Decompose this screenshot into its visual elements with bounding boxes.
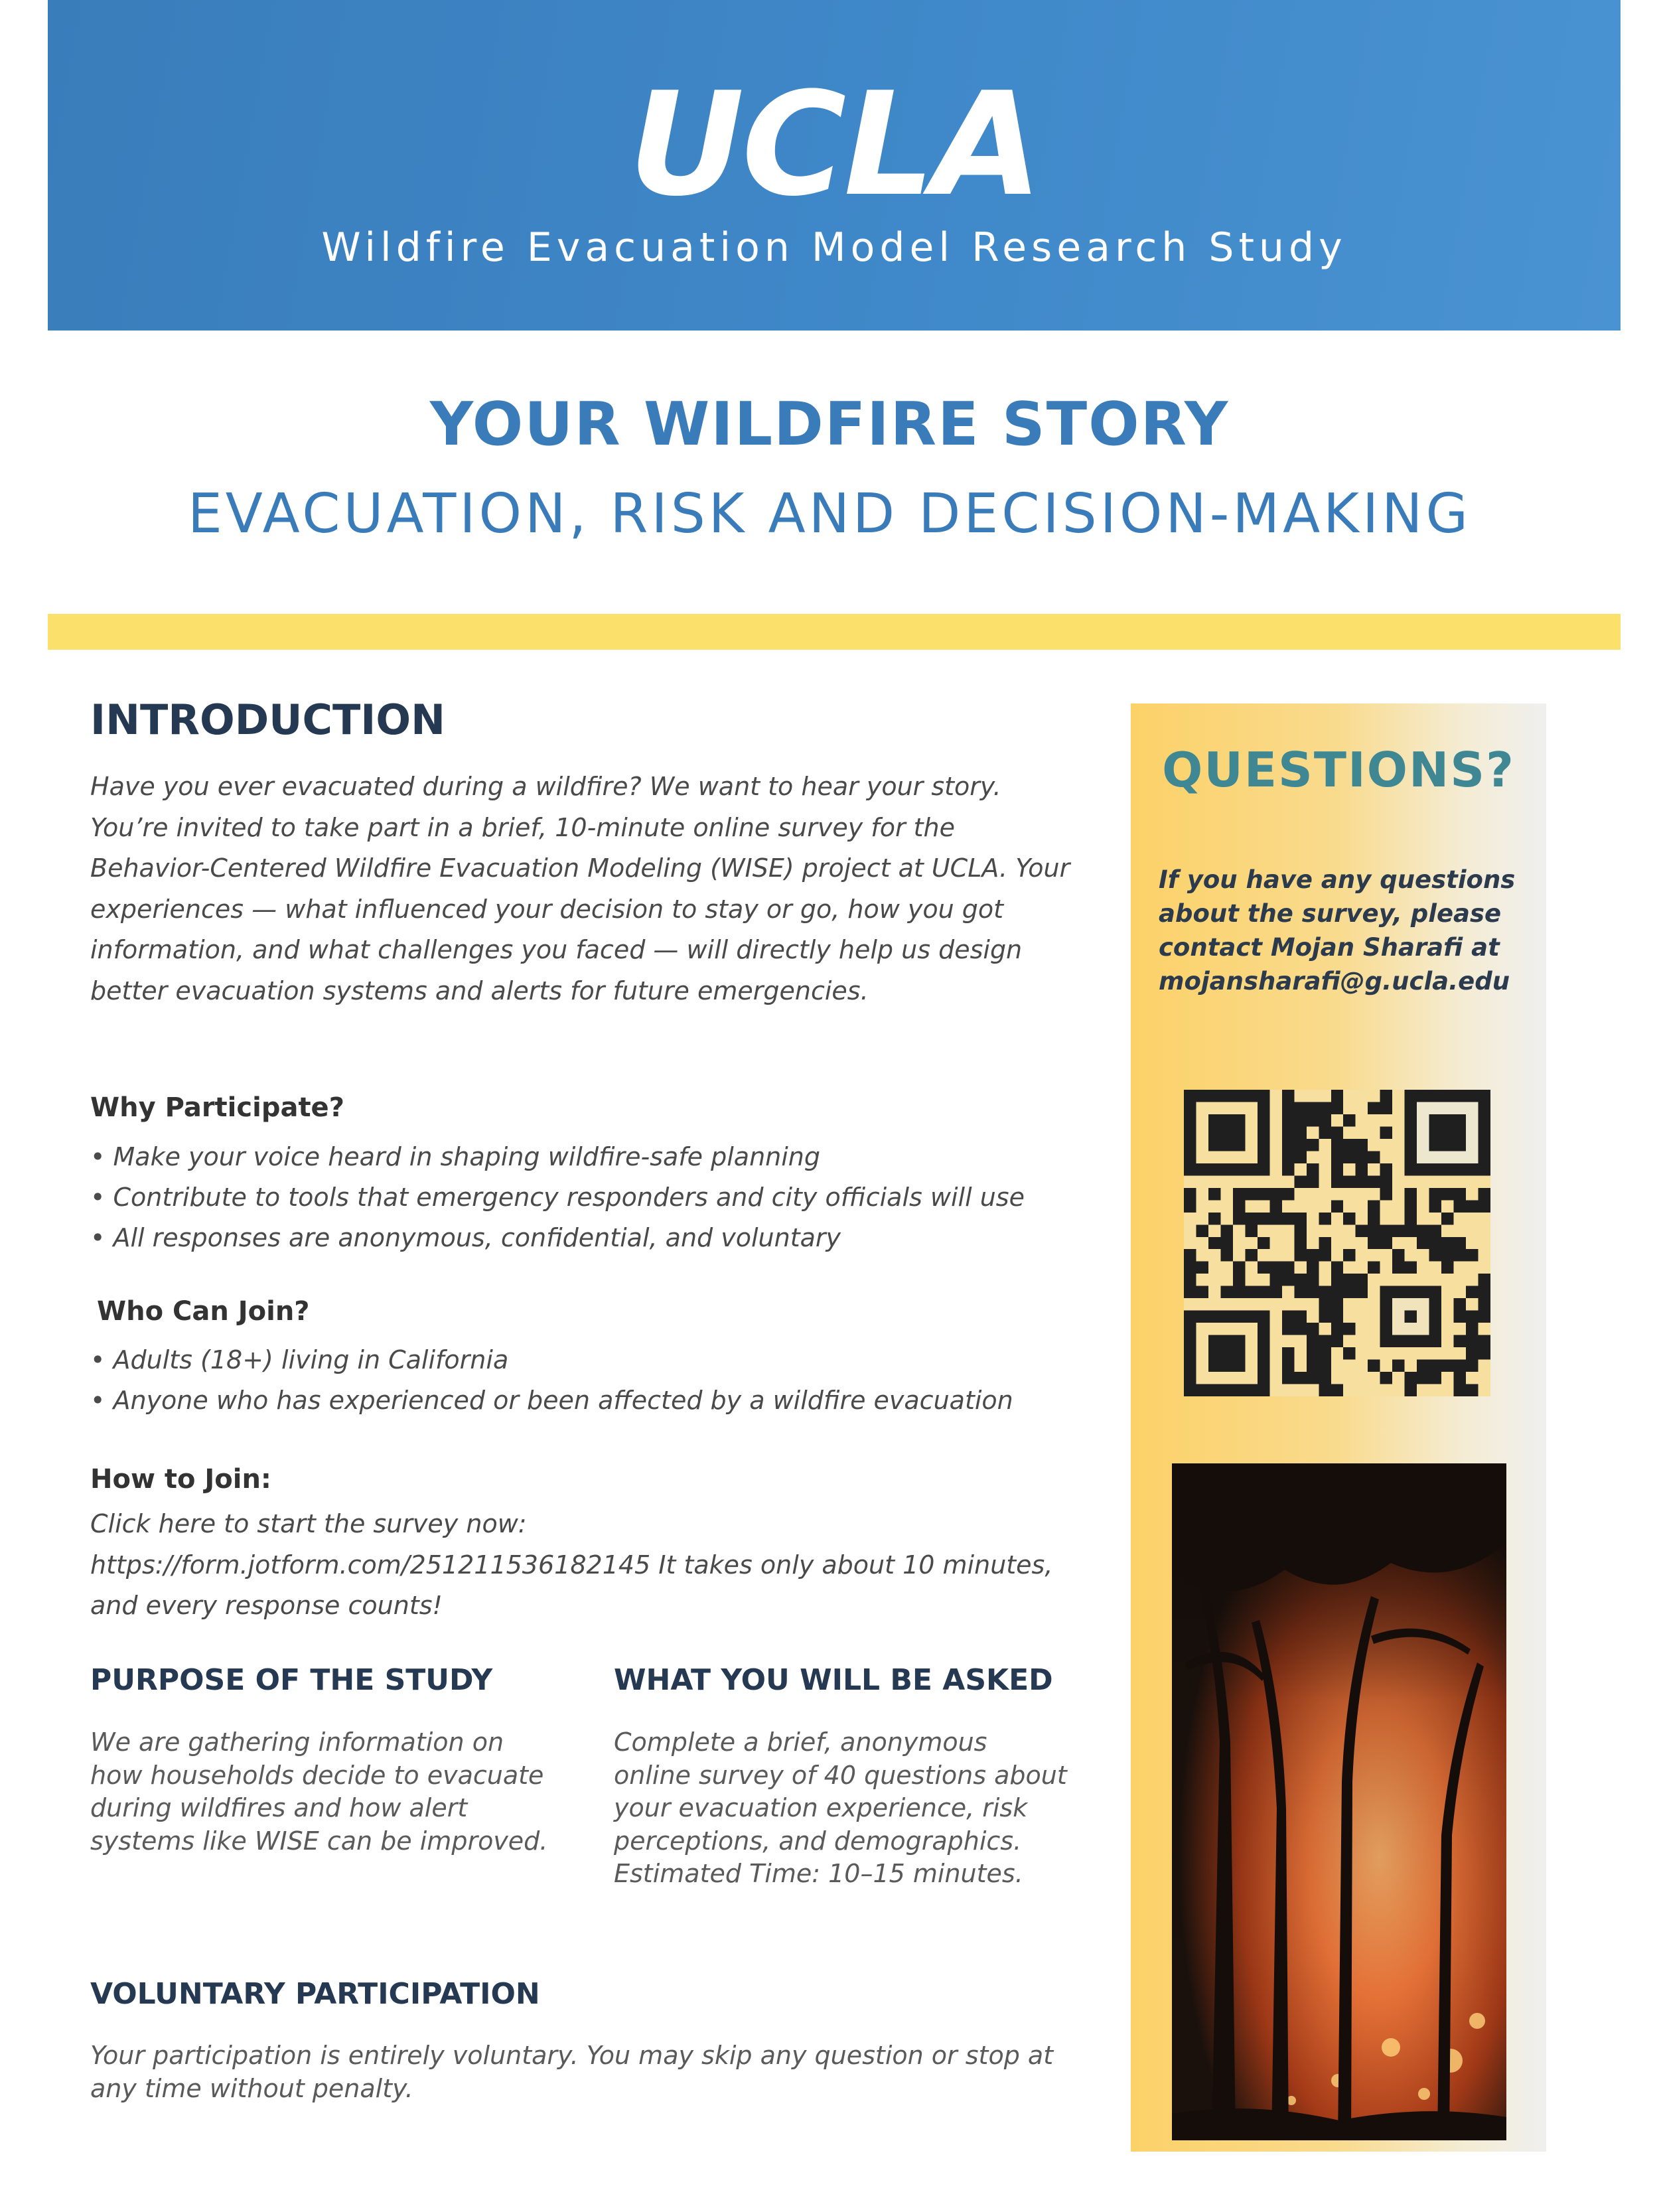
wildfire-photo xyxy=(1172,1463,1506,2140)
study-title: Wildfire Evacuation Model Research Study xyxy=(321,224,1347,271)
introduction-heading: INTRODUCTION xyxy=(90,696,445,744)
header-banner xyxy=(48,0,1621,331)
accent-divider xyxy=(48,614,1621,650)
who-can-join-heading: Who Can Join? xyxy=(97,1296,310,1327)
how-to-join-heading: How to Join: xyxy=(90,1464,271,1495)
voluntary-heading: VOLUNTARY PARTICIPATION xyxy=(90,1977,540,2011)
why-participate-list xyxy=(90,1137,1025,1258)
list-item: • All responses are anonymous, confidential, and voluntary xyxy=(90,1223,841,1252)
list-item: • Adults (18+) living in California xyxy=(90,1345,509,1374)
voluntary-text: Your participation is entirely voluntary. You may skip any question or stop at any time without penalty. xyxy=(90,2041,1054,2103)
page-title: YOUR WILDFIRE STORY xyxy=(429,390,1230,459)
questions-sidebar xyxy=(1131,703,1546,2152)
page-subtitle: EVACUATION, RISK AND DECISION-MAKING xyxy=(187,482,1472,546)
how-to-join-text[interactable]: Click here to start the survey now: https://form.jotform.com/251211536182145 It takes only about 10 minutes, and every response counts! xyxy=(90,1509,1053,1620)
purpose-text: We are gathering information on how households decide to evacuate during wildfires and how alert systems like WISE can be improved. xyxy=(90,1728,548,1856)
what-asked-text: Complete a brief, anonymous online survey of 40 questions about your evacuation experience, risk perceptions, and demographics. Estimated Time: 10–15 minutes. xyxy=(614,1728,1067,1888)
why-participate-heading: Why Participate? xyxy=(90,1092,344,1123)
questions-heading: QUESTIONS? xyxy=(1162,742,1515,798)
ucla-logo: UCLA xyxy=(628,61,1040,228)
list-item: • Make your voice heard in shaping wildfire-safe planning xyxy=(90,1142,821,1171)
list-item: • Anyone who has experienced or been affected by a wildfire evacuation xyxy=(90,1386,1013,1415)
qr-code[interactable] xyxy=(1184,1090,1490,1396)
purpose-heading: PURPOSE OF THE STUDY xyxy=(90,1663,493,1697)
list-item: • Contribute to tools that emergency responders and city officials will use xyxy=(90,1183,1025,1212)
introduction-text: Have you ever evacuated during a wildfire? We want to hear your story. You’re invited to take part in a brief, 10-minute online survey for the Behavior-Centered Wildfire Evacuation Modeling (WISE) project at UCLA. Your experiences — what influenced your decision to stay or go, how you got information, and what challenges you faced — will directly help us design better evacuation systems and alerts for future emergencies. xyxy=(90,772,1070,1005)
what-asked-heading: WHAT YOU WILL BE ASKED xyxy=(614,1663,1053,1697)
who-can-join-list xyxy=(90,1340,1013,1421)
contact-info: If you have any questions about the survey, please contact Mojan Sharafi at mojansharafi@g.ucla.edu xyxy=(1159,865,1516,995)
